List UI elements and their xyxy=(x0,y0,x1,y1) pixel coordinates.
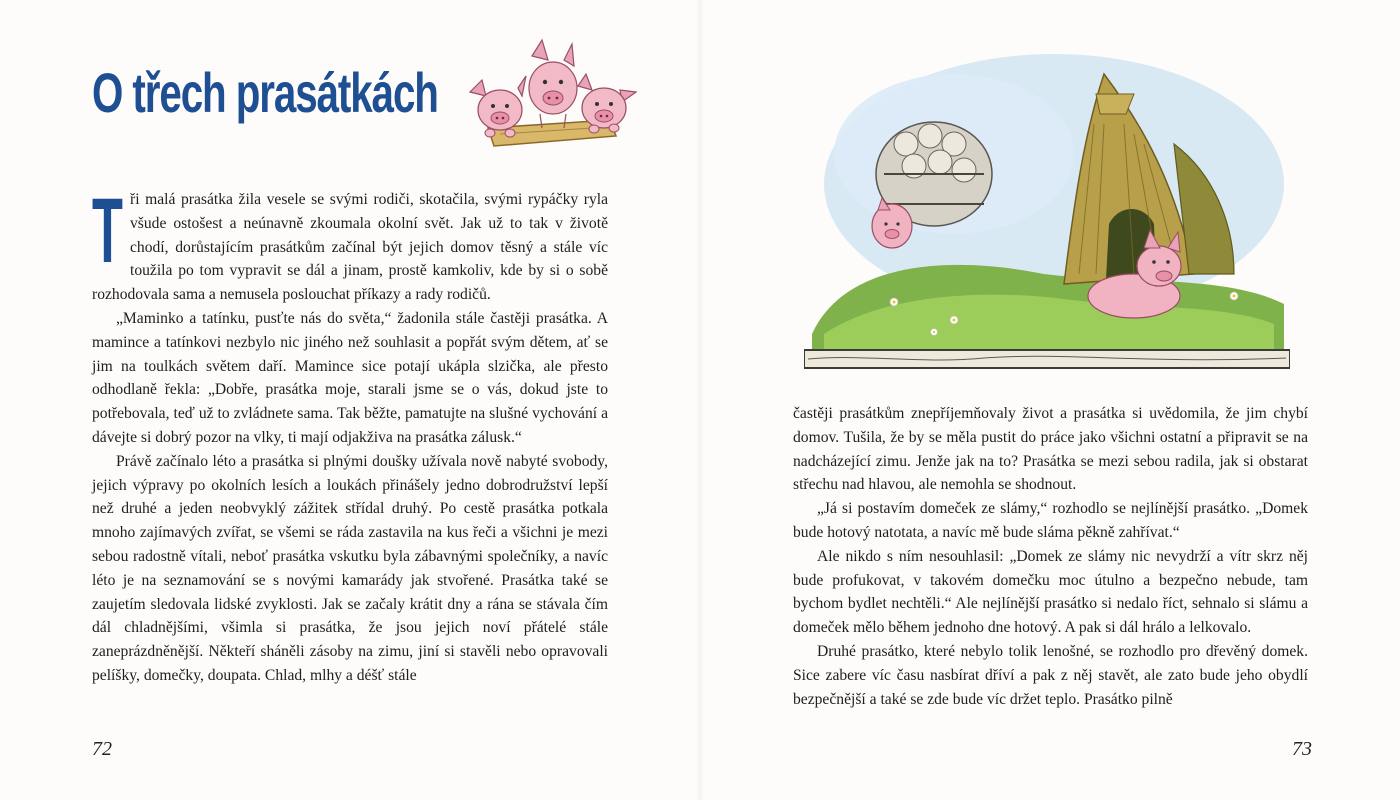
paragraph-6: Ale nikdo s ním nesouhlasil: „Domek ze slámy nic nevydrží a vítr skrz něj bude profukovat, v takovém domečku moc útulno a bezpečno nebude, tam bychom bydlet nechtěli.“ Ale nejlínější prasátko si nedalo říct, sehnalo si slámu a domeček mělo během jednoho dne hotový. A pak si dál hrálo a lelkovalo. xyxy=(793,547,1308,637)
page-number-right: 73 xyxy=(1292,738,1312,760)
paragraph-7: Druhé prasátko, které nebylo tolik lenošné, se rozhodlo pro dřevěný domek. Sice zabere víc času nasbírat dříví a pak z něj stavět, ale zato bude jeho obydlí bezpečnější a také se zde bude víc držet teplo. Prasátko pilně xyxy=(793,642,1308,708)
paragraph-1 xyxy=(92,180,608,307)
left-page-text xyxy=(92,180,608,688)
right-page-text xyxy=(793,402,1308,711)
paragraph-1-text: ři malá prasátka žila vesele se svými rodiči, skotačila, svými rypáčky ryla všude ostošest a neúnavně zkoumala okolní svět. Jak už to tak v životě chodí, dorůstajícím prasátkům začínal být jejich domov těsný a stále víc toužila po tom vypravit se dál a jinam, prostě kamkoliv, kde by si o sobě rozhodovala sama a nemusela poslouchat příkazy a rady rodičů. xyxy=(92,191,608,304)
page-number-left: 72 xyxy=(92,738,112,760)
drop-cap: T xyxy=(92,180,123,282)
paragraph-4: častěji prasátkům znepříjemňovaly život a prasátka si uvědomila, že jim chybí domov. Tušila, že by se měla pustit do práce jako všichni ostatní a připravit se na nadcházející zimu. Jenže jak na to? Prasátka se mezi sebou radila, jak si obstarat střechu nad hlavou, ale nemohla se shodnout. xyxy=(793,405,1308,494)
paragraph-3: Právě začínalo léto a prasátka si plnými doušky užívala nově nabyté svobody, jejich výpravy po okolních lesích a loukách přinášely jedno dobrodružství lepší než druhé a jeden neobvyklý zážitek střídal druhý. Po cestě prasátka potkala mnoho zajímavých zvířat, se všemi se ráda zastavila na kus řeči a všichni je mezi sebou radostně vítali, neboť prasátka vskutku byla zábavnými společníky, a navíc léto je na seznamování se s novými kamarády jak stvořené. Prasátka také se zaujetím sledovala lidské zvyklosti. Jak se začaly krátit dny a rána se stávala čím dál chladnějšími, všimla si prasátka, že jsou jejich noví přátelé stále zaneprázdněnější. Někteří sháněli zásoby na zimu, jiní si stavěli nebo opravovali pelíšky, domečky, doupata. Chlad, mlhy a déšť stále xyxy=(92,452,608,684)
paragraph-5: „Já si postavím domeček ze slámy,“ rozhodlo se nejlínější prasátko. „Domek bude hotový natotata, a navíc mě bude sláma pěkně zahřívat.“ xyxy=(793,500,1308,541)
pigs-straw-house-illustration xyxy=(804,34,1290,380)
three-pigs-on-fence-icon xyxy=(460,36,644,156)
chapter-title: O třech prasátkách xyxy=(92,61,438,124)
right-page xyxy=(700,0,1400,800)
paragraph-2: „Maminko a tatínku, pusťte nás do světa,“ žadonila stále častěji prasátka. A mamince a tatínkovi nezbylo nic jiného než souhlasit a popřát svým dětem, ať se jim na toulkách světem daří. Mamince sice potají ukápla slzička, ale přesto odhodlaně řekla: „Dobře, prasátka moje, starali jsme se o vás, dokud jste to potřebovala, teď už to zvládnete sama. Tak běžte, pamatujte na slušné vychování a dávejte si dobrý pozor na vlky, ti mají odjakživa na prasátka zálusk.“ xyxy=(92,309,608,446)
